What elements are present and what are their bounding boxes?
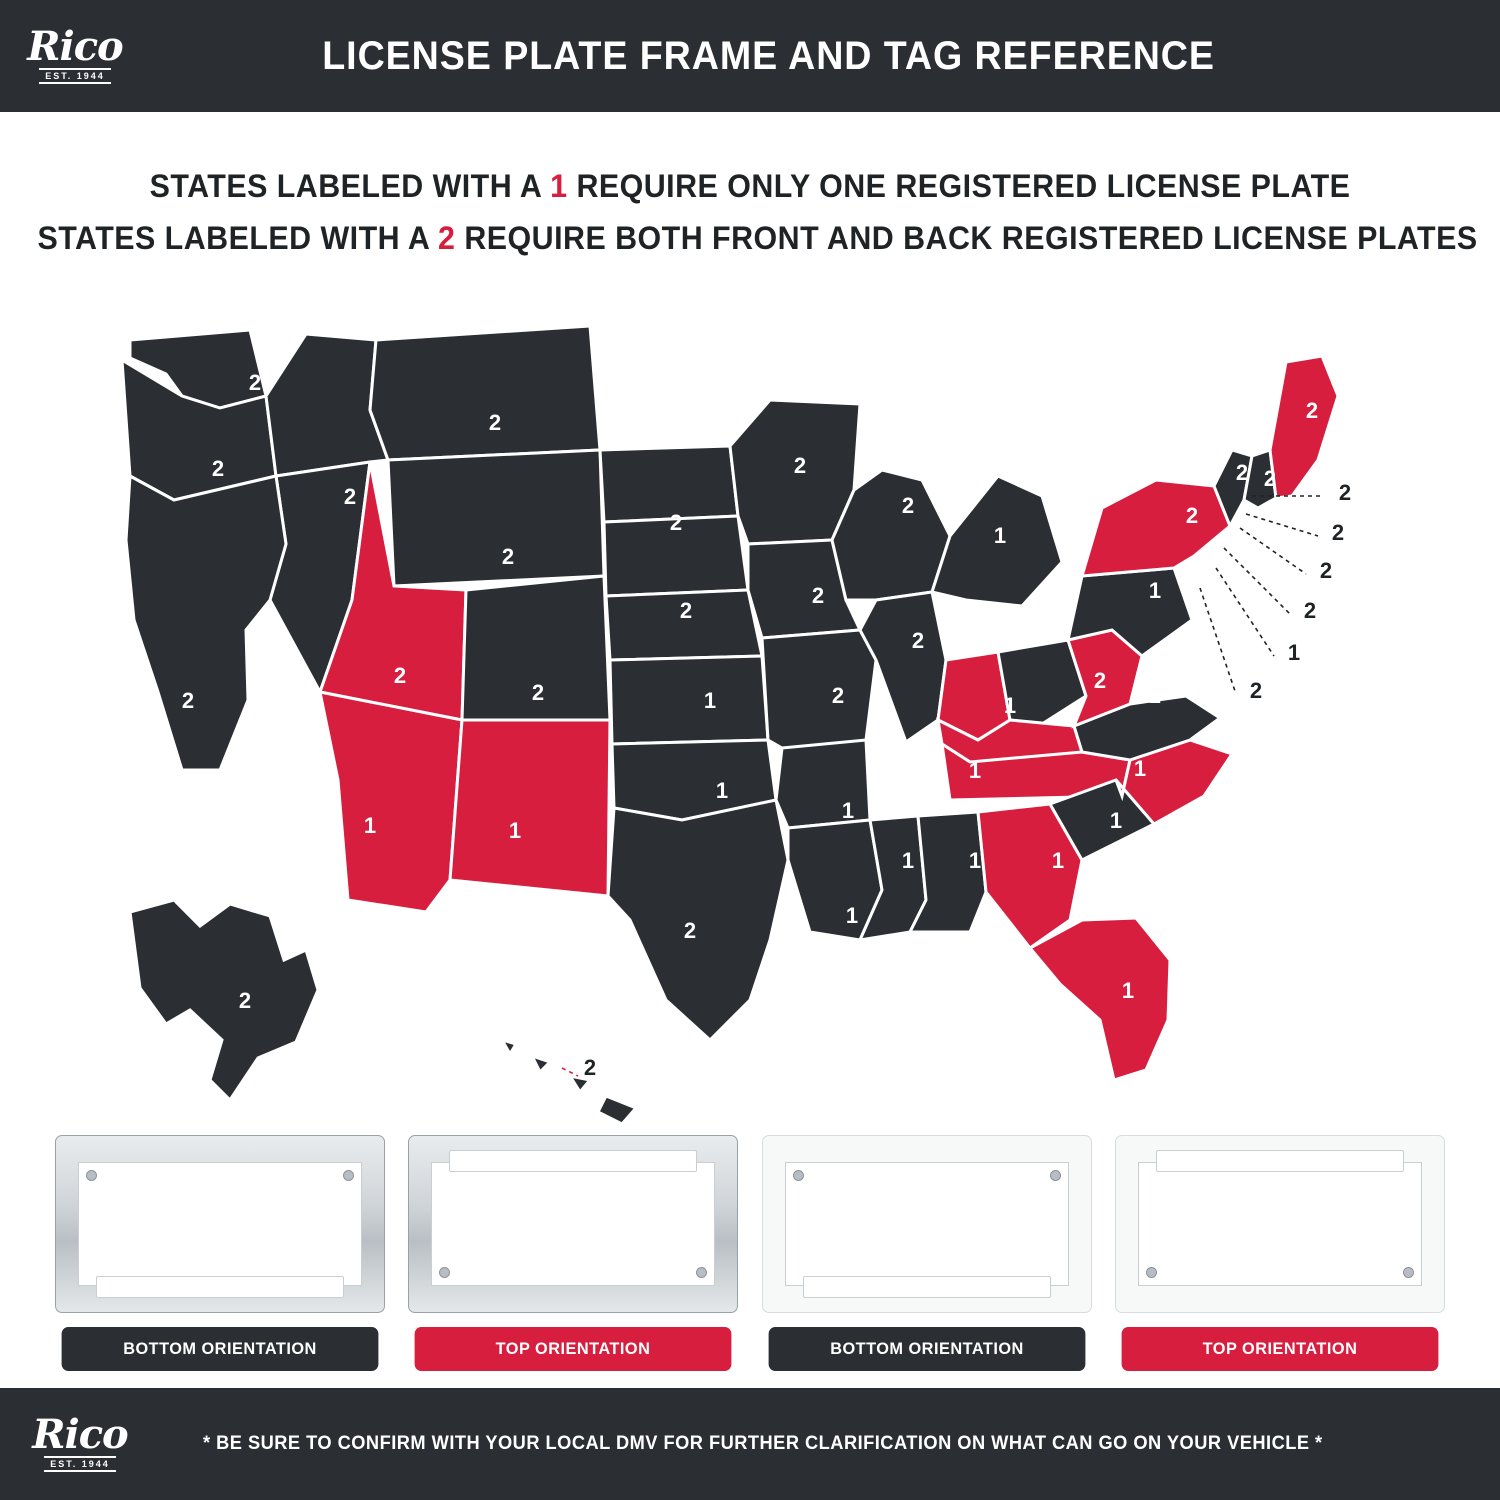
state-wy [388, 450, 604, 586]
legend-line-2-prefix: STATES LABELED WITH A [37, 220, 439, 256]
state-nm [450, 720, 610, 896]
state-label-ky: 1 [1003, 693, 1017, 718]
frame-cell-4 [1115, 1135, 1445, 1365]
state-ny [1082, 480, 1230, 576]
state-label-ks: 1 [703, 688, 717, 713]
state-label-ms: 1 [901, 848, 915, 873]
page-title: LICENSE PLATE FRAME AND TAG REFERENCE [322, 33, 1215, 78]
frame-cell-2 [408, 1135, 738, 1365]
state-label-pa: 1 [1148, 578, 1162, 603]
callout-label-ma: 2 [1338, 480, 1352, 505]
state-label-wv: 2 [1093, 668, 1107, 693]
frame-window [1138, 1162, 1422, 1286]
state-label-va: 2 [1148, 683, 1162, 708]
state-az [320, 692, 462, 912]
state-label-ut: 2 [393, 663, 407, 688]
brand-logo [0, 0, 150, 112]
license-plate-frame-silver-bottom[interactable] [55, 1135, 385, 1313]
state-label-ia: 2 [811, 583, 825, 608]
state-label-ok: 1 [715, 778, 729, 803]
state-label-me: 2 [1305, 398, 1319, 423]
frame-window [431, 1162, 715, 1286]
state-label-az: 1 [363, 813, 377, 838]
legend-line-2 [37, 212, 1478, 264]
legend-number-two: 2 [438, 220, 456, 256]
frame-gallery [0, 1135, 1500, 1365]
state-label-sd: 2 [669, 510, 683, 535]
state-label-ne: 2 [679, 598, 693, 623]
screw-icon [86, 1170, 97, 1181]
state-label-nd: 2 [669, 404, 683, 429]
legend-number-one: 1 [550, 168, 568, 204]
state-label-al: 1 [968, 848, 982, 873]
state-ak [130, 900, 318, 1100]
state-label-ar: 1 [841, 798, 855, 823]
state-label-ga: 1 [1051, 848, 1065, 873]
state-label-nv: 2 [263, 623, 277, 648]
state-label-mt: 2 [488, 410, 502, 435]
screw-icon [343, 1170, 354, 1181]
legend-line-1 [38, 160, 1463, 212]
frame-text-bar-top [1156, 1150, 1404, 1172]
state-ks [610, 656, 768, 744]
page-footer [0, 1388, 1500, 1500]
frame-text-bar-top [449, 1150, 697, 1172]
frame-text-bar-bottom [96, 1276, 344, 1298]
state-label-fl: 1 [1121, 978, 1135, 1003]
frame-orientation-tag: BOTTOM ORIENTATION [768, 1327, 1085, 1371]
footer-disclaimer: * BE SURE TO CONFIRM WITH YOUR LOCAL DMV FOR FURTHER CLARIFICATION ON WHAT CAN GO ON YOUR VEHICLE * [202, 1433, 1323, 1454]
frame-orientation-tag: TOP ORIENTATION [415, 1327, 732, 1371]
state-label-ny: 2 [1185, 503, 1199, 528]
state-label-wi: 2 [901, 493, 915, 518]
brand-logo-est: EST. 1944 [39, 68, 111, 84]
state-me [1270, 356, 1338, 498]
brand-logo-text: Rico [27, 23, 123, 70]
callout-label-ri: 2 [1331, 520, 1345, 545]
frame-cell-3 [762, 1135, 1092, 1365]
footer-brand-logo-est: EST. 1944 [44, 1456, 116, 1472]
state-label-mi: 1 [993, 523, 1007, 548]
legend [0, 160, 1500, 264]
screw-icon [1050, 1170, 1061, 1181]
legend-line-1-prefix: STATES LABELED WITH A [149, 168, 551, 204]
frame-window [78, 1162, 362, 1286]
footer-brand-logo [0, 1388, 160, 1500]
state-label-wy: 2 [501, 544, 515, 569]
legend-line-2-suffix: REQUIRE BOTH FRONT AND BACK REGISTERED LICENSE PLATES [455, 220, 1478, 256]
license-plate-frame-white-top[interactable] [1115, 1135, 1445, 1313]
state-label-oh: 1 [1043, 613, 1057, 638]
state-label-nh: 2 [1263, 466, 1277, 491]
state-label-il: 2 [911, 628, 925, 653]
state-label-nc: 1 [1133, 756, 1147, 781]
license-plate-frame-chrome-top[interactable] [408, 1135, 738, 1313]
callout-label-de: 1 [1287, 640, 1301, 665]
state-tx [608, 800, 788, 1040]
state-label-ca: 2 [181, 688, 195, 713]
state-label-wa: 2 [248, 370, 262, 395]
callout-label-hi: 2 [583, 1055, 597, 1080]
page-header [0, 0, 1500, 112]
state-label-or: 2 [211, 456, 225, 481]
frame-orientation-tag: TOP ORIENTATION [1122, 1327, 1439, 1371]
frame-cell-1 [55, 1135, 385, 1365]
us-map [70, 300, 1450, 1140]
state-label-id: 2 [343, 484, 357, 509]
state-label-la: 1 [845, 903, 859, 928]
state-ca [126, 476, 286, 770]
state-label-nm: 1 [508, 818, 522, 843]
screw-icon [793, 1170, 804, 1181]
state-fl [1030, 918, 1170, 1080]
frame-text-bar-bottom [803, 1276, 1051, 1298]
state-label-vt: 2 [1235, 460, 1249, 485]
us-map-svg [70, 300, 1450, 1140]
callout-label-md: 2 [1249, 678, 1263, 703]
screw-icon [1146, 1267, 1157, 1278]
footer-brand-logo-text: Rico [32, 1411, 128, 1458]
screw-icon [1403, 1267, 1414, 1278]
state-label-tn: 1 [968, 758, 982, 783]
state-label-in: 1 [968, 623, 982, 648]
state-label-ak: 2 [238, 988, 252, 1013]
legend-line-1-suffix: REQUIRE ONLY ONE REGISTERED LICENSE PLATE [567, 168, 1351, 204]
state-label-sc: 1 [1109, 808, 1123, 833]
frame-window [785, 1162, 1069, 1286]
state-hi [502, 1040, 636, 1124]
callout-label-nj: 2 [1303, 598, 1317, 623]
state-ar [776, 740, 870, 828]
license-plate-frame-white-bottom[interactable] [762, 1135, 1092, 1313]
state-label-mn: 2 [793, 453, 807, 478]
state-label-mo: 2 [831, 683, 845, 708]
state-label-co: 2 [531, 680, 545, 705]
state-mt [370, 326, 600, 460]
callout-label-ct: 2 [1319, 558, 1333, 583]
frame-orientation-tag: BOTTOM ORIENTATION [62, 1327, 379, 1371]
state-label-tx: 2 [683, 918, 697, 943]
